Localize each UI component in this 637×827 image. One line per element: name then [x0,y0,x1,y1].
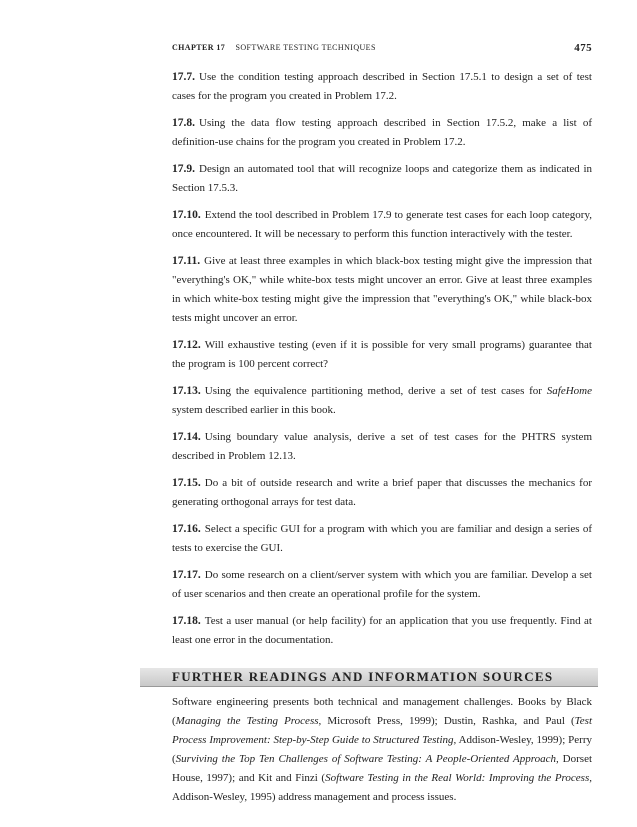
problem-number: 17.7. [172,71,195,83]
problem-number: 17.18. [172,615,201,627]
problem-number: 17.10. [172,209,201,221]
problem-item [172,336,592,374]
text-segment: Microsoft Press, 1999); Dustin, Rashka, and Paul ( [321,715,575,727]
text-segment: Do a bit of outside research and write a brief paper that discusses the mechanics for generating orthogonal arrays for test data. [172,477,592,508]
problem-number: 17.16. [172,523,201,535]
problem-item [172,612,592,650]
problem-number: 17.11. [172,255,201,267]
problem-list [172,68,592,650]
italic-text: Managing the Testing Process, [175,715,322,727]
section-heading: FURTHER READINGS AND INFORMATION SOURCES [172,669,554,684]
problem-number: 17.9. [172,163,195,175]
chapter-label: CHAPTER 17 [172,43,226,52]
problem-item [172,382,592,420]
italic-text: SafeHome [546,385,592,397]
problem-number: 17.8. [172,117,195,129]
problem-item [172,252,592,328]
problem-item [172,160,592,198]
text-segment: Test a user manual (or help facility) for an application that you use frequently. Find at least one error in the documentation. [172,615,592,646]
italic-text: Software Testing in the Real World: Improving the Process, [325,772,592,784]
section-heading-band [140,668,598,687]
text-segment: Select a specific GUI for a program with which you are familiar and design a series of tests to exercise the GUI. [172,523,592,554]
problem-item [172,428,592,466]
page-number: 475 [574,42,592,54]
italic-text: Test Process Improvement: Step-by-Step Guide to Structured Testing, [172,715,592,746]
problem-item [172,68,592,106]
italic-text: Surviving the Top Ten Challenges of Software Testing: A People-Oriented Approach, [175,753,559,765]
text-segment: Using the equivalence partitioning method, derive a set of test cases for [204,385,547,397]
problem-number: 17.13. [172,385,201,397]
problem-number: 17.15. [172,477,201,489]
text-segment: Using boundary value analysis, derive a set of test cases for the PHTRS system described in Problem 12.13. [172,431,592,462]
text-segment: Software engineering presents both technical and management challenges. Books by Black ( [172,696,592,727]
problem-item [172,520,592,558]
text-segment: Use the condition testing approach described in Section 17.5.1 to design a set of test cases for the program you created in Problem 17.2. [172,71,592,102]
problem-number: 17.17. [172,569,201,581]
text-segment: Will exhaustive testing (even if it is possible for very small programs) guarantee that the program is 100 percent correct? [172,339,592,370]
running-header [172,40,592,56]
problem-item [172,206,592,244]
problem-item [172,474,592,512]
chapter-title: SOFTWARE TESTING TECHNIQUES [235,43,376,52]
text-segment: Extend the tool described in Problem 17.9 to generate test cases for each loop category, once encountered. It will be necessary to perform this function interactively with the tester. [172,209,592,240]
text-segment: Design an automated tool that will recognize loops and categorize them as indicated in Section 17.5.3. [172,163,592,194]
text-segment: Do some research on a client/server system with which you are familiar. Develop a set of user scenarios and then create an operational profile for the system. [172,569,592,600]
problem-number: 17.14. [172,431,201,443]
text-segment: Addison-Wesley, 1999); Perry ( [172,734,592,765]
text-segment: system described earlier in this book. [172,404,336,416]
problem-item [172,566,592,604]
problem-number: 17.12. [172,339,201,351]
further-readings-paragraph [172,693,592,807]
problem-item [172,114,592,152]
text-segment: Using the data flow testing approach described in Section 17.5.2, make a list of definition-use chains for the program you created in Problem 17.2. [172,117,592,148]
text-segment: Addison-Wesley, 1995) address management and process issues. [172,791,457,803]
text-segment: Dorset House, 1997); and Kit and Finzi ( [172,753,593,784]
text-segment: Give at least three examples in which black-box testing might give the impression that "everything's OK," while white-box tests might uncover an error. Give at least three examples in which white-box testing might give the impression that "everything's OK," while black-box tests might uncover an error. [172,255,592,324]
